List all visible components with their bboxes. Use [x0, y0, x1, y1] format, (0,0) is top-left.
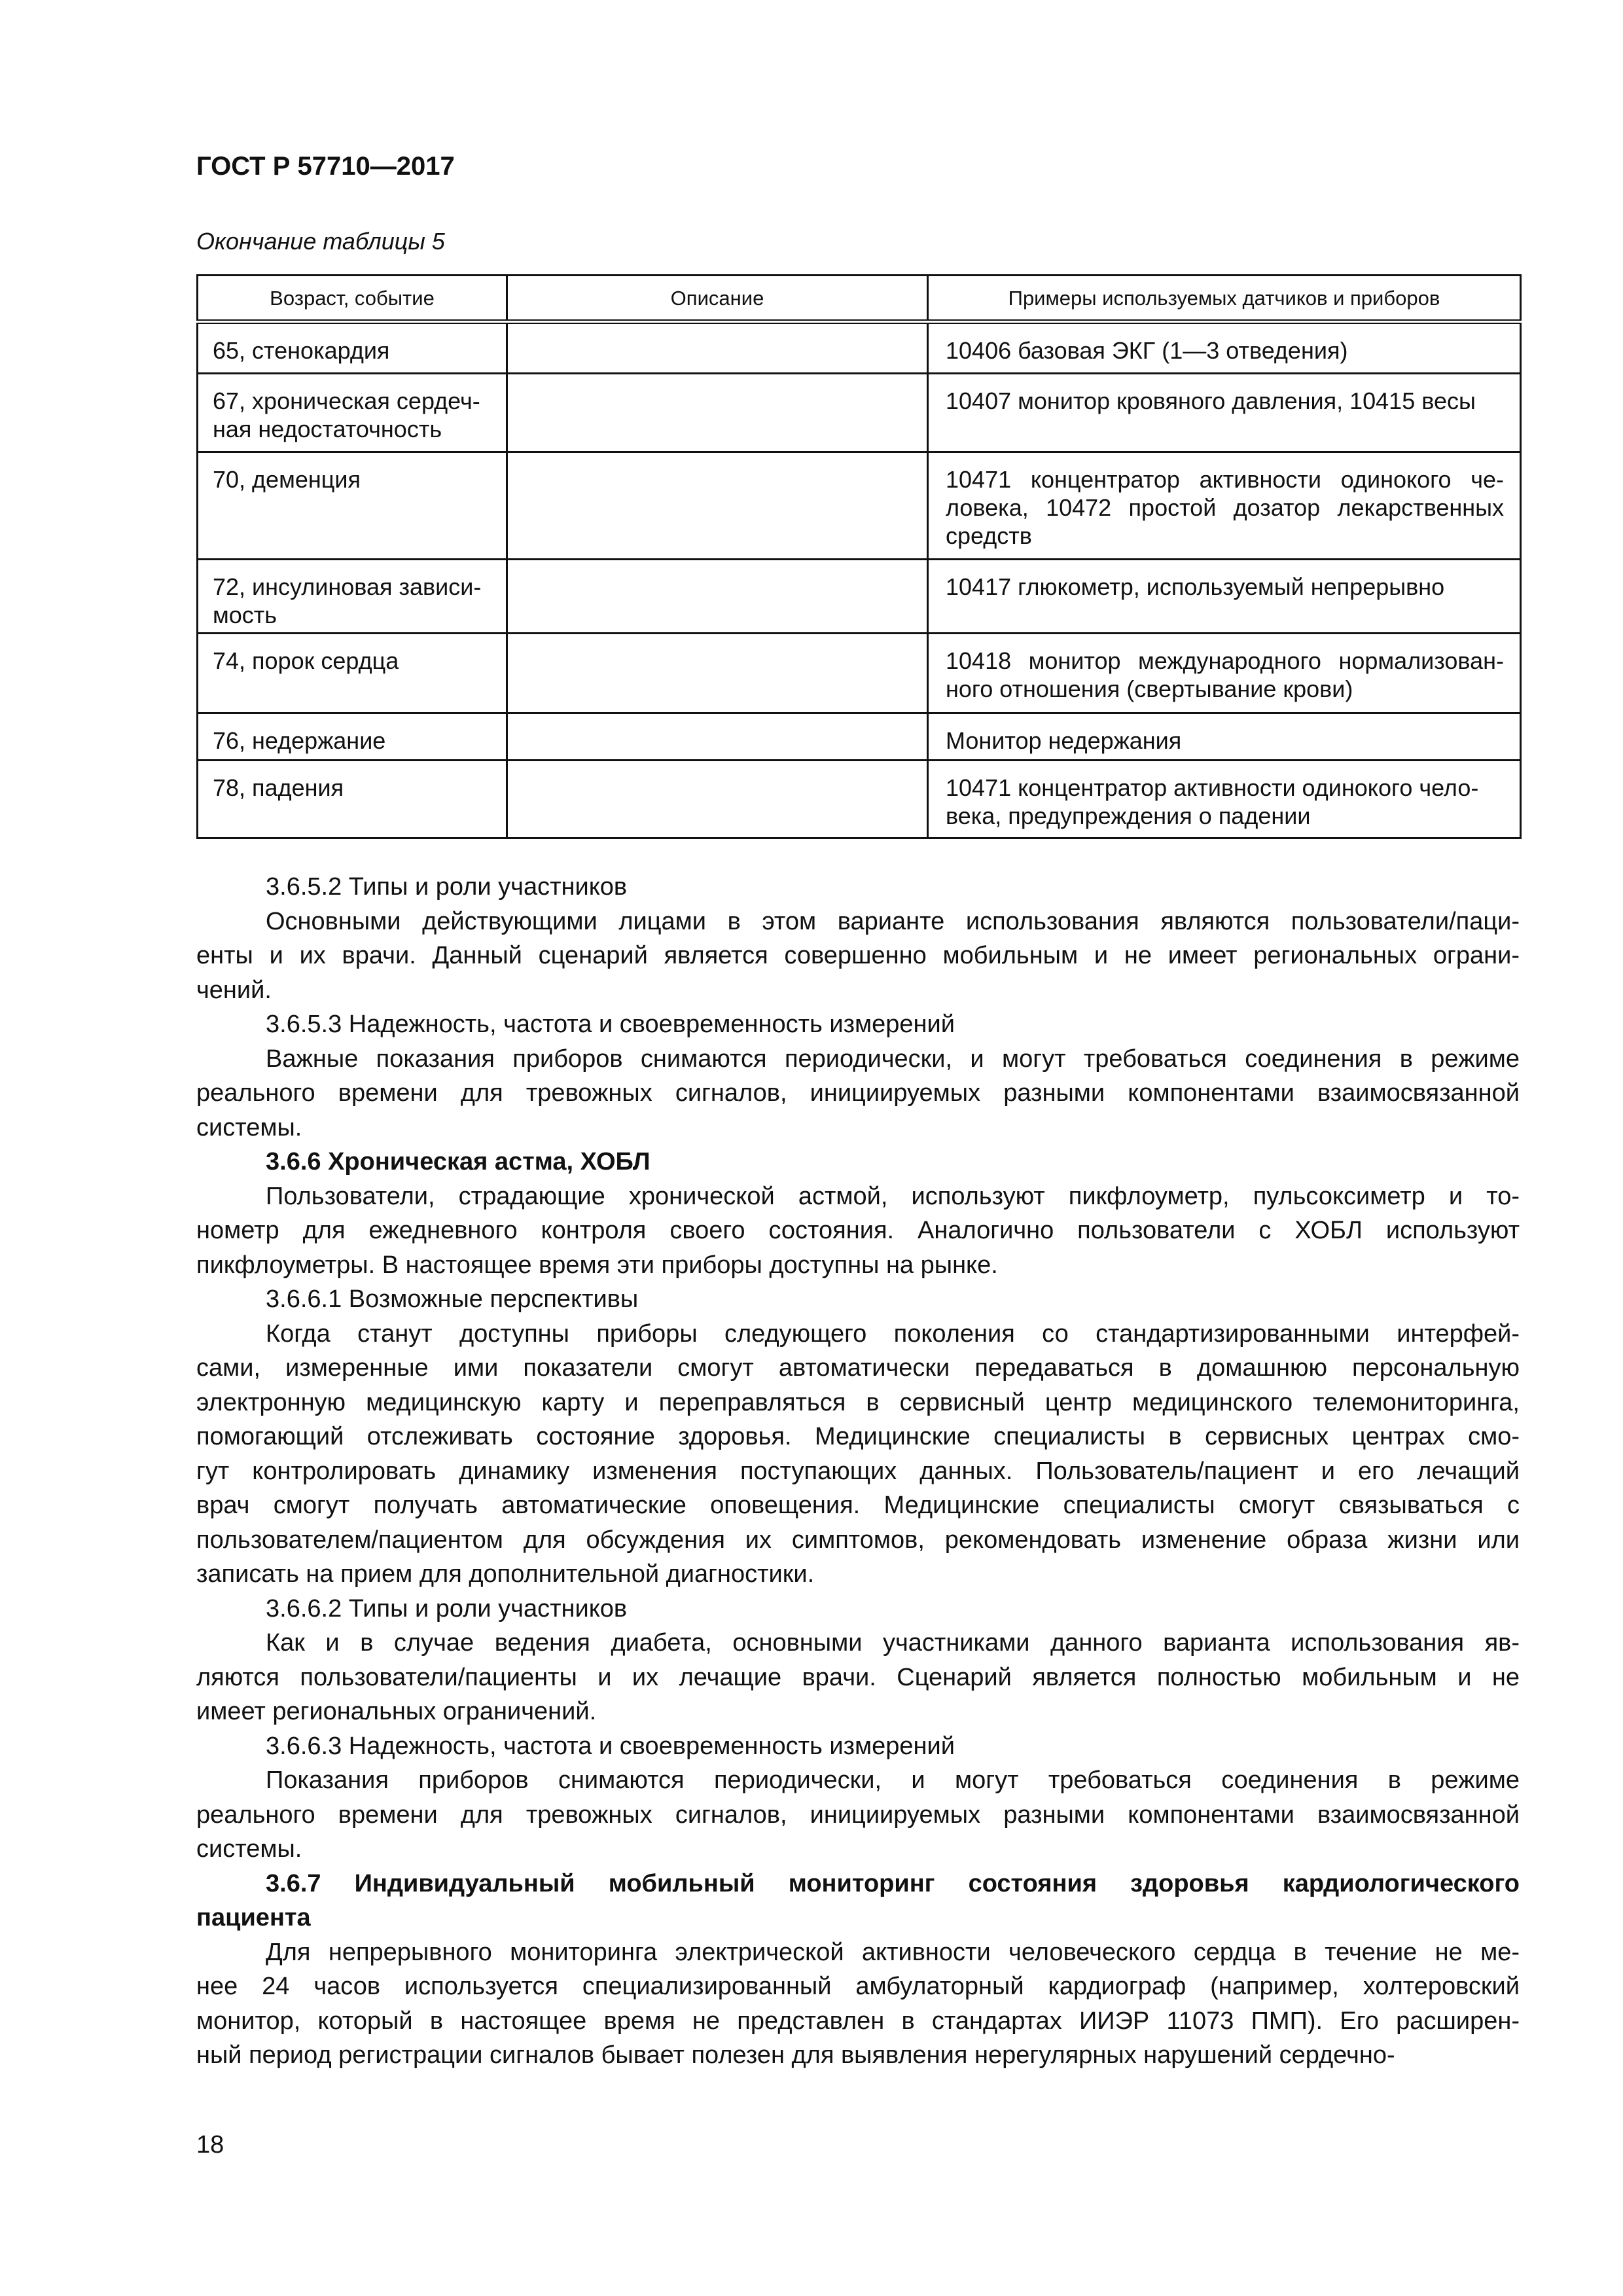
- subsection-heading: [196, 1007, 1520, 1042]
- cell-devices: [928, 634, 1521, 713]
- cell-age-event: [198, 634, 507, 713]
- section-heading: [196, 1145, 1520, 1179]
- cell-age-event: [198, 560, 507, 634]
- cell-age-event: [198, 452, 507, 560]
- table-row: [198, 452, 1521, 560]
- text-line: ляются пользователи/пациенты и их лечащие врачи. Сценарий является полностью мобильным и не: [196, 1663, 1520, 1691]
- cell-description: [507, 322, 928, 374]
- text-line: 3.6.5.3 Надежность, частота и своевременность измерений: [266, 1011, 955, 1038]
- cell-line: мость: [213, 601, 277, 628]
- cell-devices: [928, 560, 1521, 634]
- text-line: монитор, который в настоящее время не представлен в стандартах ИИЭР 11073 ПМП). Его расширен-: [196, 2007, 1520, 2035]
- text-line: 3.6.6.1 Возможные перспективы: [266, 1285, 639, 1313]
- cell-line: 74, порок сердца: [213, 647, 399, 674]
- body-text: [196, 870, 1520, 2073]
- text-line: ный период регистрации сигналов бывает полезен для выявления нерегулярных нарушений сердечно-: [196, 2041, 1395, 2069]
- subsection-heading: [196, 1282, 1520, 1317]
- cell-line: 10417 глюкометр, используемый непрерывно: [946, 573, 1445, 600]
- column-header-devices: Примеры используемых датчиков и приборов: [928, 276, 1521, 322]
- text-line: реального времени для тревожных сигналов, инициируемых разными компонентами взаимосвязанной: [196, 1801, 1520, 1829]
- text-line: сами, измеренные ими показатели смогут автоматически передаваться в домашнюю персональную: [196, 1354, 1520, 1382]
- table-row: [198, 374, 1521, 452]
- cell-description: [507, 761, 928, 838]
- document-id-header: ГОСТ Р 57710—2017: [196, 152, 455, 181]
- cell-age-event: [198, 322, 507, 374]
- text-line: Пользователи, страдающие хронической астмой, используют пикфлоуметр, пульсоксиметр и то-: [266, 1182, 1520, 1210]
- cell-line: ная недостаточность: [213, 416, 442, 442]
- table-caption: Окончание таблицы 5: [196, 228, 445, 255]
- text-line: нее 24 часов используется специализированный амбулаторный кардиограф (например, холтеровский: [196, 1973, 1520, 2000]
- cell-age-event: [198, 374, 507, 452]
- text-line: чений.: [196, 976, 272, 1004]
- cell-devices: [928, 374, 1521, 452]
- cell-line: 10471 концентратор активности одинокого че-: [946, 466, 1504, 493]
- text-line: помогающий отслеживать состояние здоровья. Медицинские специалисты в сервисных центрах смо-: [196, 1423, 1520, 1450]
- text-line: Как и в случае ведения диабета, основными участниками данного варианта использования яв-: [266, 1629, 1520, 1657]
- cell-age-event: [198, 713, 507, 761]
- text-line: 3.6.6.2 Типы и роли участников: [266, 1594, 628, 1623]
- table-header-row: [198, 276, 1521, 322]
- cell-line: 70, деменция: [213, 466, 361, 493]
- cell-line: 78, падения: [213, 774, 344, 801]
- text-line: 3.6.5.2 Типы и роли участников: [266, 873, 628, 901]
- paragraph: [196, 905, 1520, 1008]
- cell-devices: [928, 713, 1521, 761]
- text-line: пикфлоуметры. В настоящее время эти приборы доступны на рынке.: [196, 1251, 998, 1279]
- text-line: нометр для ежедневного контроля своего состояния. Аналогично пользователи с ХОБЛ используют: [196, 1217, 1520, 1244]
- section-heading: [196, 1867, 1520, 1935]
- paragraph: [196, 1179, 1520, 1283]
- text-line: гут контролировать динамику изменения поступающих данных. Пользователь/пациент и его лечащий: [196, 1457, 1520, 1485]
- text-line: системы.: [196, 1835, 302, 1863]
- text-line: 3.6.6.3 Надежность, частота и своевременность измерений: [266, 1732, 955, 1760]
- text-line: электронную медицинскую карту и переправляться в сервисный центр медицинского телемониторинга,: [196, 1388, 1520, 1416]
- subsection-heading: [196, 1729, 1520, 1764]
- text-line: Когда станут доступны приборы следующего поколения со стандартизированными интерфей-: [266, 1319, 1520, 1348]
- table-row: [198, 634, 1521, 713]
- text-line: пациента: [196, 1904, 311, 1931]
- cell-line: 10407 монитор кровяного давления, 10415 весы: [946, 387, 1476, 414]
- text-line: записать на прием для дополнительной диагностики.: [196, 1560, 815, 1588]
- table-row: [198, 761, 1521, 838]
- table-row: [198, 322, 1521, 374]
- text-line: Для непрерывного мониторинга электрической активности человеческого сердца в течение не ме-: [266, 1938, 1520, 1966]
- cell-line: века, предупреждения о падении: [946, 802, 1311, 829]
- cell-description: [507, 713, 928, 761]
- text-line: реального времени для тревожных сигналов, инициируемых разными компонентами взаимосвязанной: [196, 1079, 1520, 1107]
- cell-devices: [928, 761, 1521, 838]
- cell-line: 76, недержание: [213, 727, 386, 754]
- column-header-description: Описание: [507, 276, 928, 322]
- cell-line: 67, хроническая сердеч-: [213, 387, 480, 414]
- text-line: Важные показания приборов снимаются периодически, и могут требоваться соединения в режиме: [266, 1045, 1520, 1073]
- cell-description: [507, 634, 928, 713]
- text-line: Показания приборов снимаются периодически, и могут требоваться соединения в режиме: [266, 1767, 1520, 1794]
- cell-devices: [928, 322, 1521, 374]
- column-header-age-event: Возраст, событие: [198, 276, 507, 322]
- cell-line: 65, стенокардия: [213, 337, 390, 364]
- text-line: Основными действующими лицами в этом варианте использования являются пользователи/паци-: [266, 907, 1520, 935]
- text-line: имеет региональных ограничений.: [196, 1698, 597, 1725]
- text-line: пользователем/пациентом для обсуждения их симптомов, рекомендовать изменение образа жизни или: [196, 1526, 1520, 1554]
- paragraph: [196, 1042, 1520, 1145]
- text-line: енты и их врачи. Данный сценарий является совершенно мобильным и не имеет региональных ограни-: [196, 942, 1520, 969]
- table-row: [198, 560, 1521, 634]
- cell-description: [507, 452, 928, 560]
- cell-description: [507, 560, 928, 634]
- text-line: врач смогут получать автоматические оповещения. Медицинские специалисты смогут связываться с: [196, 1492, 1520, 1519]
- cell-description: [507, 374, 928, 452]
- cell-age-event: [198, 761, 507, 838]
- text-line: 3.6.6 Хроническая астма, ХОБЛ: [266, 1148, 651, 1175]
- subsection-heading: [196, 1592, 1520, 1626]
- cell-line: Монитор недержания: [946, 727, 1182, 754]
- cell-line: 72, инсулиновая зависи-: [213, 573, 482, 600]
- paragraph: [196, 1626, 1520, 1729]
- devices-table: [196, 274, 1522, 839]
- cell-line: 10471 концентратор активности одинокого чело-: [946, 774, 1479, 801]
- paragraph: [196, 1935, 1520, 2073]
- cell-devices: [928, 452, 1521, 560]
- cell-line: средств: [946, 522, 1032, 549]
- table-row: [198, 713, 1521, 761]
- cell-line: ного отношения (свертывание крови): [946, 675, 1353, 702]
- cell-line: 10406 базовая ЭКГ (1—3 отведения): [946, 337, 1348, 364]
- page-number: 18: [196, 2131, 224, 2159]
- cell-line: ловека, 10472 простой дозатор лекарственных: [946, 494, 1504, 521]
- subsection-heading: [196, 870, 1520, 905]
- cell-line: 10418 монитор международного нормализован-: [946, 647, 1504, 674]
- text-line: 3.6.7 Индивидуальный мобильный мониторинг состояния здоровья кардиологического: [266, 1869, 1520, 1897]
- text-line: системы.: [196, 1113, 302, 1141]
- paragraph: [196, 1763, 1520, 1867]
- paragraph: [196, 1317, 1520, 1592]
